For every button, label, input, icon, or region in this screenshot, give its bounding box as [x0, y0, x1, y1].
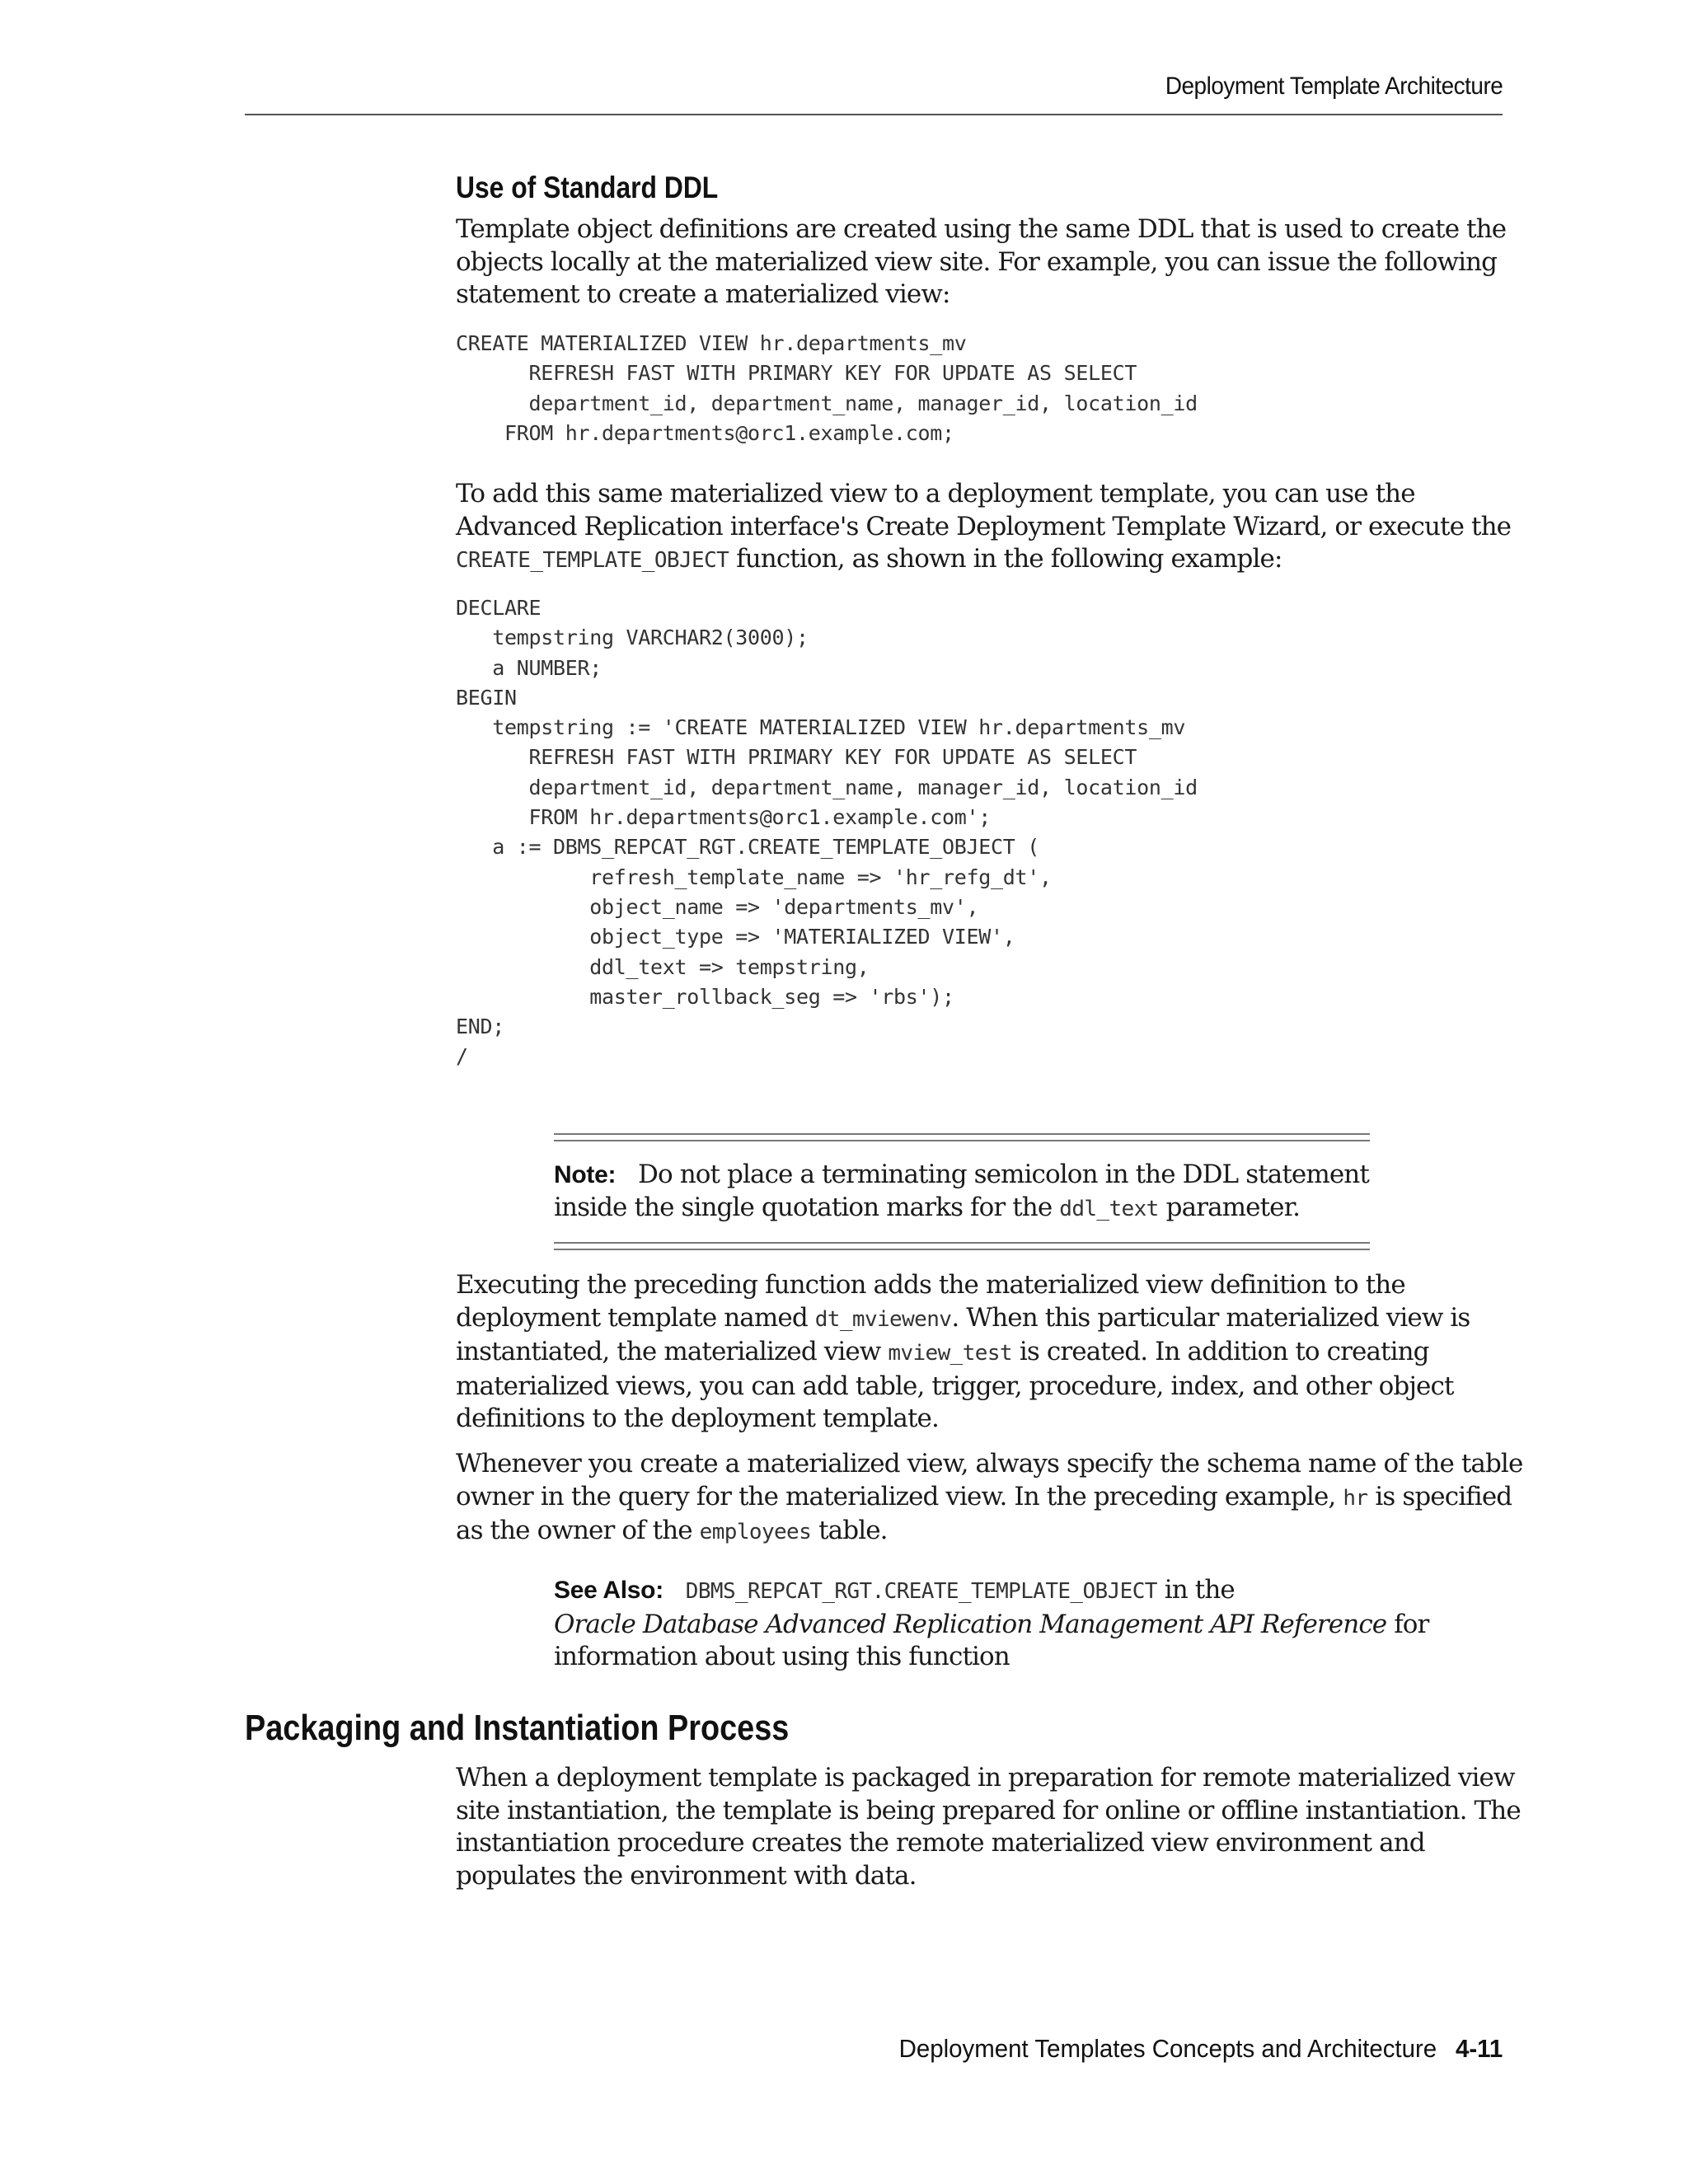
paragraph-line: [456, 1481, 1511, 1516]
code-block: CREATE MATERIALIZED VIEW hr.departments_mv REFRESH FAST WITH PRIMARY KEY FOR UPDATE AS SELECT department_id, department_name, manager_id, location_id FROM hr.departments@orc1.example.com;: [456, 331, 1198, 445]
paragraph-text: is created. In addition to creating: [1011, 1337, 1429, 1366]
paragraph-text: deployment template named: [456, 1302, 815, 1333]
code-block: DECLARE tempstring VARCHAR2(3000); a NUMBER; BEGIN tempstring := 'CREATE MATERIALIZED VIEW hr.departments_mv REFRESH FAST WITH PRIMARY KEY FOR UPDATE AS SELECT department_id, department_name, manager_id, location_id FROM hr.departments@orc1.example.com'; a := DBMS_REPCAT_RGT.CREATE_TEMPLATE_OBJECT ( refresh_template_name => 'hr_refg_dt', object_name => 'departments_mv', object_type => 'MATERIALIZED VIEW', ddl_text => tempstring, master_rollback_seg => 'rbs'); END; /: [456, 596, 1198, 1069]
note-text: [554, 1141, 1370, 1242]
section-heading-packaging: Packaging and Instantiation Process: [245, 1708, 790, 1748]
note-line: [554, 1159, 1370, 1192]
see-also-line: [554, 1574, 1461, 1609]
see-also-label: See Also:: [554, 1577, 663, 1604]
paragraph-line: Whenever you create a materialized view, always specify the schema name of the table: [456, 1449, 1523, 1479]
see-also-line: information about using this function: [554, 1642, 1010, 1671]
inline-code: hr: [1343, 1485, 1368, 1511]
paragraph-line: instantiation procedure creates the remote materialized view environment and: [456, 1828, 1425, 1858]
note-text-3: parameter.: [1158, 1192, 1301, 1222]
paragraph-text: table.: [811, 1516, 888, 1545]
paragraph-text: as the owner of the: [456, 1516, 700, 1545]
inline-code: dt_mviewenv: [814, 1306, 952, 1332]
paragraph-line: populates the environment with data.: [456, 1860, 917, 1891]
paragraph-executing: [456, 1269, 1511, 1436]
paragraph-intro: [456, 213, 1511, 312]
code-example-create-template-object: [456, 593, 1511, 1072]
paragraph-line: [456, 1336, 1511, 1371]
note-top-rule: [554, 1133, 1370, 1141]
paragraph-text: is specified: [1367, 1481, 1512, 1511]
note-box: [554, 1133, 1370, 1250]
paragraph-line: Executing the preceding function adds the materialized view definition to the: [456, 1270, 1405, 1300]
paragraph-text: instantiated, the materialized view: [456, 1337, 889, 1366]
see-also-block: [554, 1574, 1461, 1674]
inline-code: CREATE_TEMPLATE_OBJECT: [456, 548, 729, 573]
paragraph-add-to-template: [456, 478, 1511, 578]
paragraph-line: statement to create a materialized view:: [456, 279, 950, 309]
paragraph-text: owner in the query for the materialized view. In the preceding example,: [456, 1481, 1343, 1511]
running-header: Deployment Template Architecture: [1165, 73, 1503, 100]
footer-title: Deployment Templates Concepts and Architecture: [898, 2034, 1437, 2063]
see-also-line: [554, 1609, 1461, 1642]
page-footer: [898, 2034, 1503, 2064]
paragraph-line: When a deployment template is packaged in preparation for remote materialized view: [456, 1763, 1515, 1793]
note-line: [554, 1192, 1370, 1226]
book-citation: Oracle Database Advanced Replication Management API Reference: [554, 1609, 1387, 1639]
header-rule: [245, 114, 1503, 115]
section-heading: Use of Standard DDL: [456, 171, 719, 204]
paragraph-line: materialized views, you can add table, trigger, procedure, index, and other object: [456, 1371, 1454, 1401]
paragraph-line: Advanced Replication interface's Create Deployment Template Wizard, or execute the: [456, 511, 1512, 541]
inline-code: ddl_text: [1059, 1196, 1159, 1221]
code-example-create-mv: [456, 329, 1511, 448]
paragraph-schema-name: [456, 1448, 1523, 1549]
paragraph-text: function, as shown in the following example:: [729, 544, 1282, 574]
paragraph-line: objects locally at the materialized view site. For example, you can issue the following: [456, 246, 1498, 277]
see-also-text: for: [1386, 1609, 1429, 1639]
paragraph-packaging: [456, 1762, 1521, 1892]
paragraph-line: definitions to the deployment template.: [456, 1404, 939, 1433]
page-number: 4-11: [1455, 2034, 1503, 2063]
paragraph-line: [456, 1515, 1511, 1549]
paragraph-line: [456, 543, 1511, 578]
inline-code: DBMS_REPCAT_RGT.CREATE_TEMPLATE_OBJECT: [685, 1579, 1157, 1604]
note-bottom-rule: [554, 1242, 1370, 1250]
paragraph-line: site instantiation, the template is being prepared for online or offline instantiation. The: [456, 1795, 1521, 1825]
paragraph-line: Template object definitions are created using the same DDL that is used to create the: [456, 214, 1507, 244]
note-text-2: inside the single quotation marks for the: [554, 1192, 1060, 1222]
inline-code: mview_test: [888, 1341, 1012, 1366]
see-also-text: in the: [1156, 1575, 1235, 1605]
note-text-1: Do not place a terminating semicolon in the DDL statement: [638, 1160, 1369, 1189]
inline-code: employees: [699, 1520, 812, 1544]
paragraph-line: [456, 1302, 1511, 1337]
paragraph-text: . When this particular materialized view is: [951, 1302, 1470, 1333]
paragraph-line: To add this same materialized view to a deployment template, you can use the: [456, 479, 1415, 509]
note-label: Note:: [554, 1161, 617, 1188]
section-standard-ddl: [456, 171, 1511, 205]
